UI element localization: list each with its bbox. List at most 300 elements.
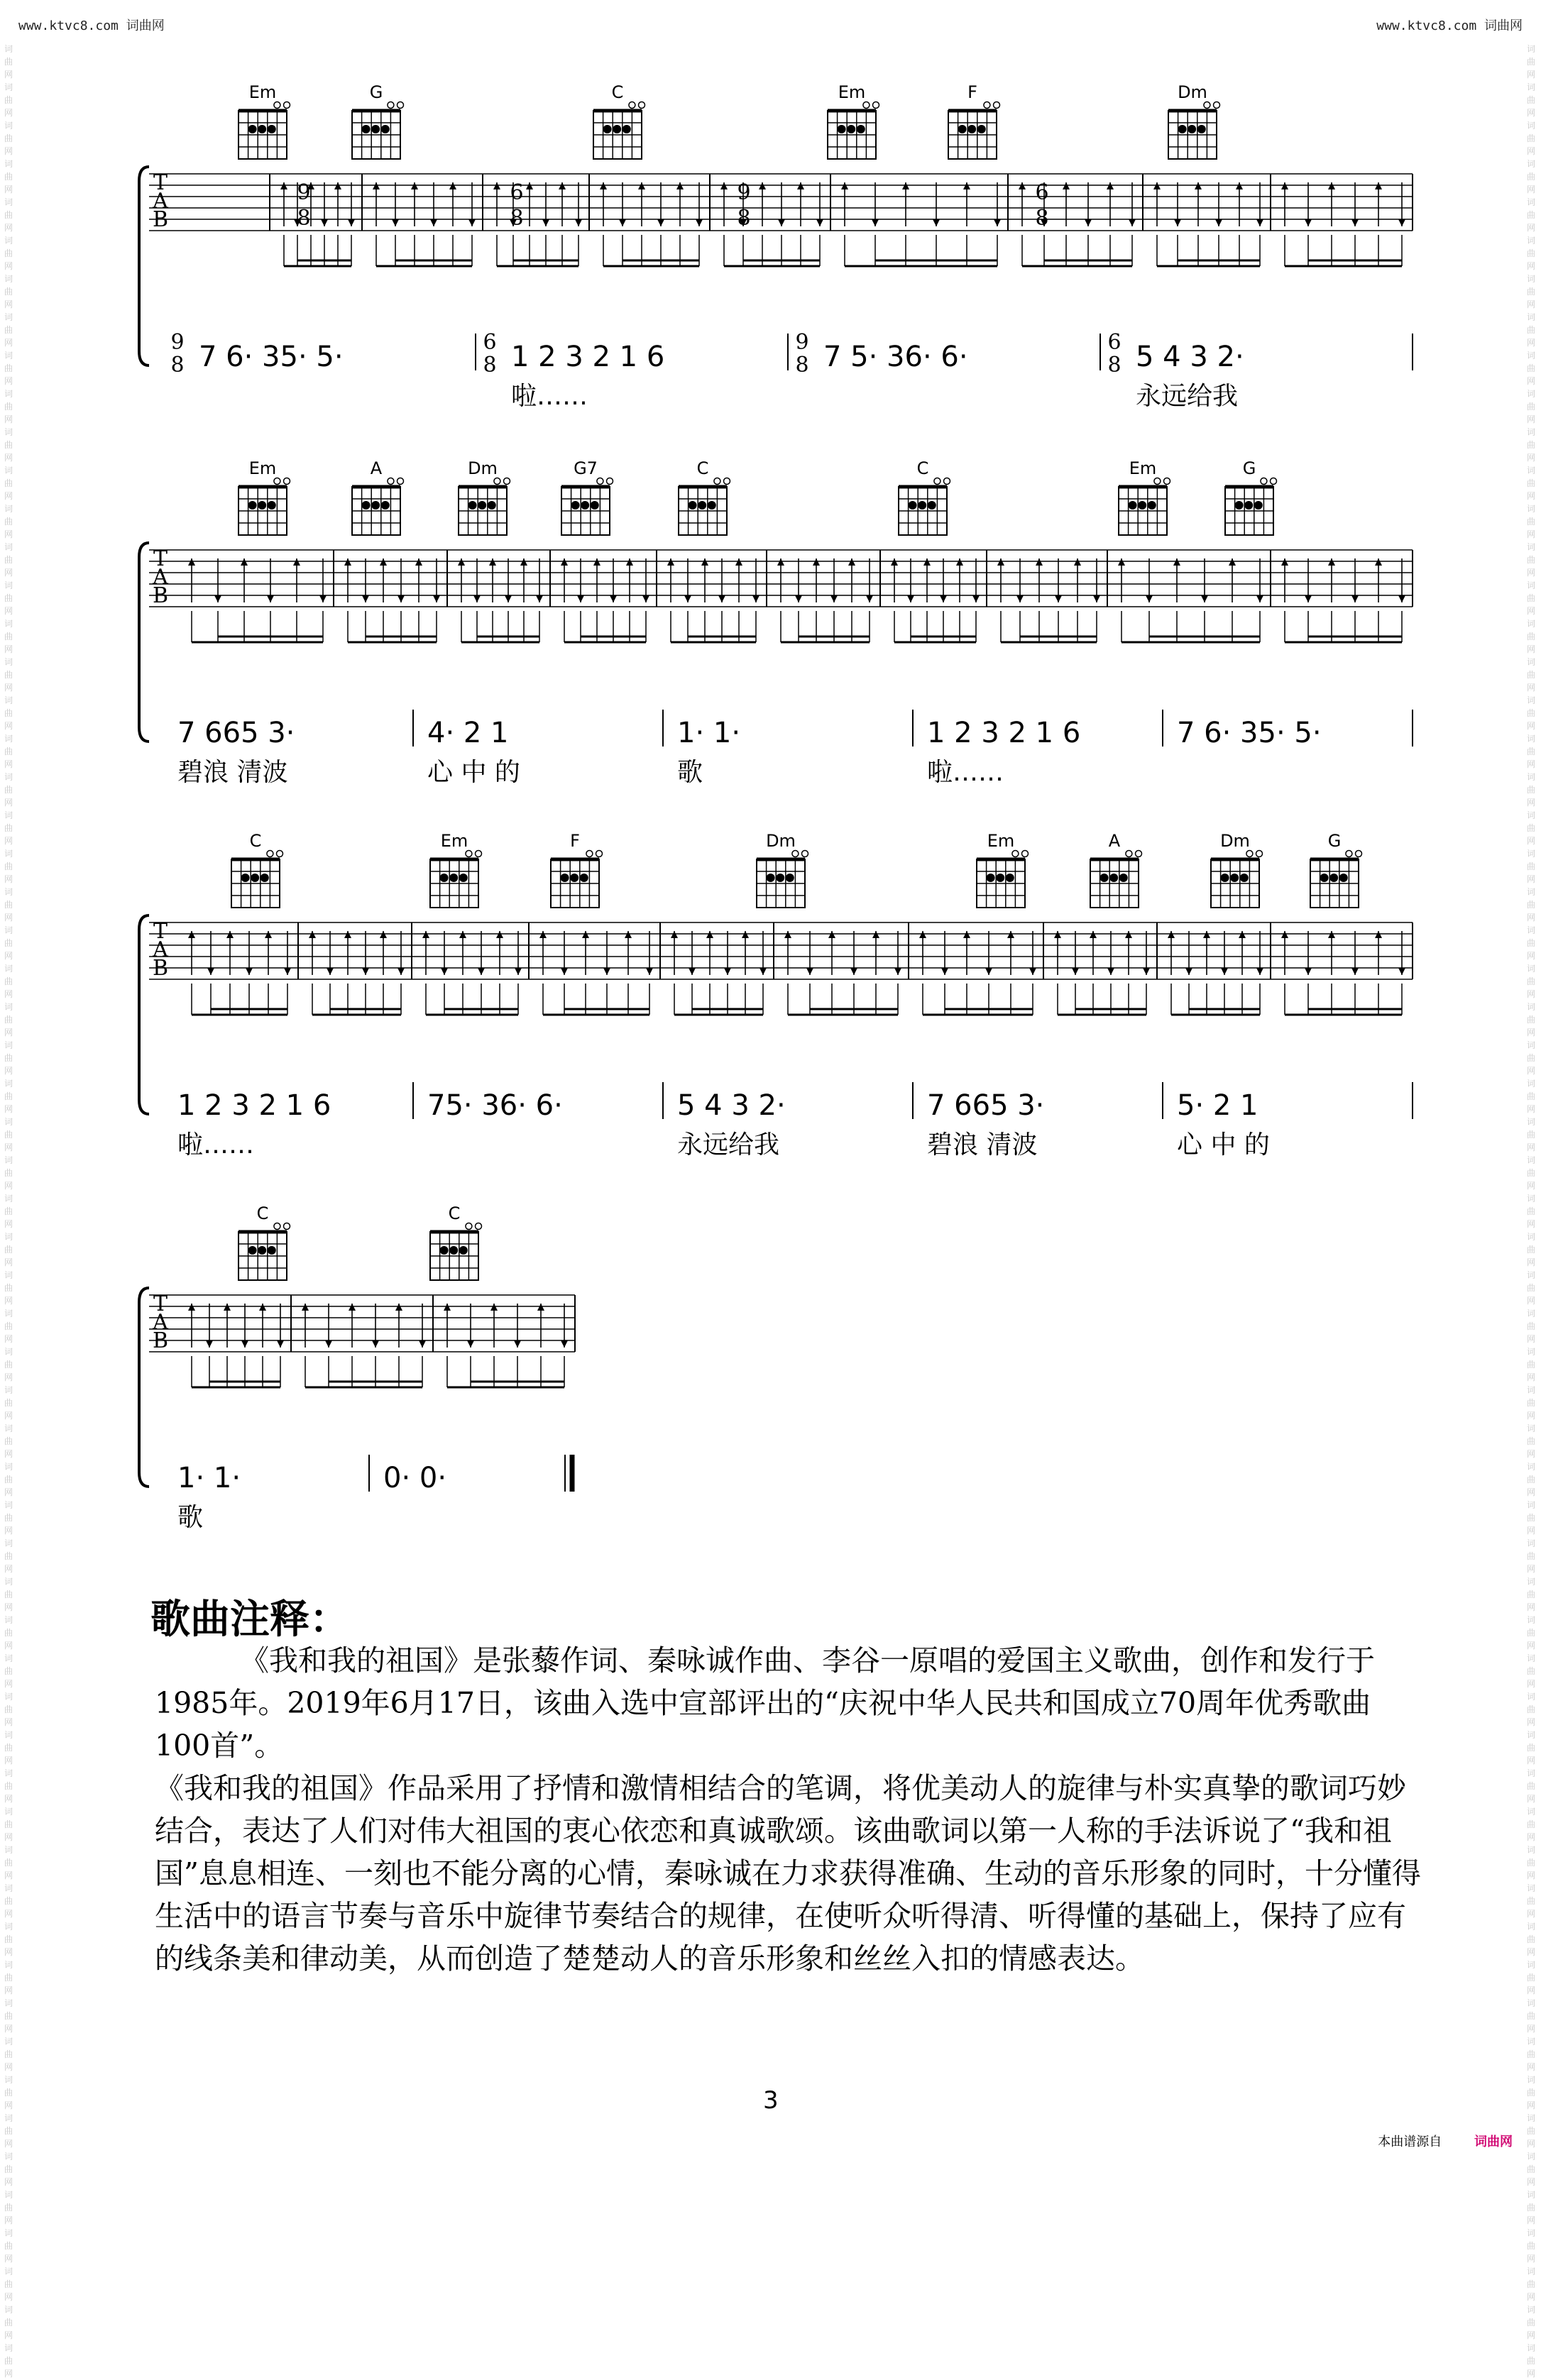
- finger-dot: [258, 125, 266, 133]
- open-string: [1246, 851, 1253, 857]
- strum-down-arrow: [277, 1340, 284, 1348]
- tab-time-sig-top: 6: [510, 180, 524, 205]
- open-string: [274, 478, 280, 485]
- finger-dot: [1188, 125, 1196, 133]
- open-string: [274, 1223, 280, 1230]
- strum-up-arrow: [676, 182, 684, 189]
- chord-diagram: [1310, 831, 1362, 908]
- chord-diagram: [551, 831, 603, 908]
- open-string: [873, 102, 879, 109]
- strum-down-arrow: [994, 219, 1001, 226]
- strum-down-arrow: [468, 219, 476, 226]
- strum-down-arrow: [1256, 968, 1263, 975]
- lyric-text: 歌: [677, 758, 703, 787]
- chord-name: Em: [838, 82, 866, 102]
- finger-dot: [967, 125, 976, 133]
- strum-up-arrow: [344, 558, 351, 566]
- tab-letter: B: [152, 583, 169, 608]
- chord-diagram: [948, 82, 1000, 159]
- strum-up-arrow: [701, 558, 708, 566]
- strum-up-arrow: [293, 558, 300, 566]
- jianpu-notes: 7 665 3·: [927, 1089, 1045, 1122]
- strum-up-arrow: [489, 558, 496, 566]
- strum-down-arrow: [1055, 595, 1062, 602]
- strum-down-arrow: [724, 968, 731, 975]
- chord-name: G: [1327, 831, 1342, 851]
- finger-dot: [449, 1246, 458, 1255]
- chord-diagram: [231, 831, 283, 908]
- open-string: [494, 478, 500, 485]
- tab-letter: T: [153, 546, 168, 571]
- chord-name: C: [916, 458, 929, 478]
- chord-name: G: [1242, 458, 1256, 478]
- open-string: [267, 851, 273, 857]
- strum-up-arrow: [1375, 558, 1382, 566]
- score-system-3: [135, 827, 1413, 1163]
- strum-down-arrow: [362, 595, 369, 602]
- jianpu-notes: 7 5· 36· 6·: [823, 341, 968, 373]
- open-string: [504, 478, 510, 485]
- strum-up-arrow: [280, 182, 287, 189]
- strum-down-arrow: [1398, 595, 1405, 602]
- finger-dot: [786, 874, 794, 882]
- strum-up-arrow: [302, 1304, 309, 1311]
- finger-dot: [1148, 501, 1156, 509]
- strum-up-arrow: [265, 931, 272, 938]
- jianpu-notes: 5 4 3 2·: [1136, 341, 1244, 373]
- strum-down-arrow: [241, 1340, 248, 1348]
- lyric-text: 歌: [177, 1503, 204, 1532]
- watermark-left: 词曲网词曲网词曲网词曲网词曲网词曲网词曲网词曲网词曲网词曲网词曲网词曲网词曲网词曲网词曲网词曲网词曲网词曲网词曲网词曲网词曲网词曲网词曲网词曲网词曲网词曲网词曲网词曲网词曲网词曲网词曲网词曲网词曲网词曲网词曲网词曲网词曲网词曲网词曲网词曲网词曲网词曲网词曲网词曲网词曲网词曲网词曲网词曲网词曲网词曲网词曲网词曲网词曲网词曲网词曲网词曲网词曲网词曲网词曲网词曲网词曲网: [4, 44, 13, 2379]
- strum-up-arrow: [638, 182, 645, 189]
- strum-up-arrow: [1054, 931, 1061, 938]
- finger-dot: [261, 874, 269, 882]
- strum-down-arrow: [778, 219, 785, 226]
- strum-up-arrow: [490, 1304, 498, 1311]
- strum-up-arrow: [188, 1304, 195, 1311]
- strum-up-arrow: [593, 558, 601, 566]
- strum-up-arrow: [373, 182, 380, 189]
- chord-name: Em: [248, 458, 277, 478]
- strum-up-arrow: [1036, 558, 1043, 566]
- strum-up-arrow: [226, 931, 234, 938]
- finger-dot: [362, 125, 371, 133]
- notes-paragraph-1: 《我和我的祖国》是张藜作词、秦咏诚作曲、李谷一原唱的爱国主义歌曲，创作和发行于1985年。2019年6月17日，该曲入选中宣部评出的“庆祝中华人民共和国成立70周年优秀歌曲100首”。: [155, 1643, 1375, 1763]
- strum-up-arrow: [259, 1304, 266, 1311]
- open-string: [1204, 102, 1210, 109]
- finger-dot: [561, 874, 569, 882]
- open-string: [984, 102, 990, 109]
- tab-time-sig-bottom: 8: [1035, 206, 1049, 231]
- tab-time-sig-top: 6: [1035, 180, 1049, 205]
- open-string: [397, 102, 404, 109]
- finger-dot: [449, 874, 458, 882]
- strum-up-arrow: [813, 558, 820, 566]
- chord-diagram: [238, 82, 290, 159]
- chord-name: Dm: [766, 831, 796, 851]
- strum-up-arrow: [1168, 931, 1175, 938]
- strum-down-arrow: [348, 219, 355, 226]
- jianpu-time-sig-bottom: 8: [170, 353, 185, 378]
- jianpu-notes: 7 6· 35· 5·: [199, 341, 344, 373]
- finger-dot: [613, 125, 621, 133]
- strum-down-arrow: [1398, 968, 1405, 975]
- footer-source: 本曲谱源自: [1378, 2134, 1442, 2149]
- strum-down-arrow: [441, 968, 448, 975]
- strum-up-arrow: [380, 931, 387, 938]
- strum-up-arrow: [1203, 931, 1210, 938]
- chord-name: G: [369, 82, 383, 102]
- open-string: [586, 851, 593, 857]
- open-string: [724, 478, 730, 485]
- tab-staff: [139, 915, 1413, 1114]
- strum-up-arrow: [626, 558, 633, 566]
- chord-name: C: [696, 458, 709, 478]
- finger-dot: [847, 125, 855, 133]
- finger-dot: [241, 874, 250, 882]
- strum-up-arrow: [380, 558, 387, 566]
- finger-dot: [996, 874, 1004, 882]
- strum-up-arrow: [1173, 558, 1180, 566]
- score-system-1: [135, 78, 1413, 414]
- strum-down-arrow: [1146, 595, 1153, 602]
- strum-down-arrow: [795, 595, 802, 602]
- open-string: [388, 478, 394, 485]
- jianpu-notes: 5· 2 1: [1177, 1089, 1258, 1122]
- finger-dot: [362, 501, 371, 509]
- strum-up-arrow: [600, 182, 607, 189]
- strum-up-arrow: [395, 1304, 402, 1311]
- strum-up-arrow: [1328, 558, 1335, 566]
- strum-up-arrow: [1375, 931, 1382, 938]
- score-system-1-svg: [135, 78, 1413, 412]
- open-string: [1256, 851, 1263, 857]
- tab-letter: A: [153, 1310, 168, 1335]
- finger-dot: [268, 125, 276, 133]
- tab-staff: [139, 1288, 575, 1487]
- finger-dot: [251, 874, 259, 882]
- finger-dot: [1244, 501, 1253, 509]
- header-right-url: www.ktvc8.com 词曲网: [1376, 18, 1523, 33]
- strum-down-arrow: [1143, 968, 1150, 975]
- jianpu-notes: 5 4 3 2·: [677, 1089, 786, 1122]
- finger-dot: [1178, 125, 1187, 133]
- tab-time-sig-bottom: 8: [297, 206, 311, 231]
- chord-diagram: [1168, 82, 1220, 159]
- strum-up-arrow: [828, 931, 835, 938]
- lyric-text: 永远给我: [677, 1130, 780, 1159]
- strum-down-arrow: [752, 595, 759, 602]
- finger-dot: [698, 501, 706, 509]
- chord-diagram: [459, 458, 510, 535]
- finger-dot: [268, 1246, 276, 1255]
- finger-dot: [1221, 874, 1229, 882]
- jianpu-notes: 1 2 3 2 1 6: [177, 1089, 331, 1122]
- strum-down-arrow: [1029, 968, 1036, 975]
- open-string: [476, 1223, 482, 1230]
- strum-down-arrow: [1256, 219, 1263, 226]
- finger-dot: [1339, 874, 1348, 882]
- strum-down-arrow: [467, 1340, 474, 1348]
- jianpu-time-sig-top: 6: [1107, 330, 1122, 355]
- strum-down-arrow: [610, 595, 617, 602]
- strum-down-arrow: [321, 219, 328, 226]
- finger-dot: [371, 125, 380, 133]
- jianpu-time-sig-top: 9: [795, 330, 809, 355]
- chord-diagram: [828, 82, 879, 159]
- finger-dot: [459, 874, 468, 882]
- chord-diagram: [352, 458, 404, 535]
- open-string: [274, 102, 280, 109]
- strum-down-arrow: [207, 968, 214, 975]
- strum-down-arrow: [619, 219, 626, 226]
- strum-up-arrow: [1195, 182, 1202, 189]
- strum-down-arrow: [246, 968, 253, 975]
- strum-up-arrow: [963, 931, 970, 938]
- open-string: [284, 102, 290, 109]
- finger-dot: [623, 125, 631, 133]
- strum-down-arrow: [806, 968, 813, 975]
- strum-up-arrow: [224, 1304, 231, 1311]
- strum-down-arrow: [419, 1340, 426, 1348]
- chord-name: C: [249, 831, 262, 851]
- strum-up-arrow: [1281, 182, 1288, 189]
- jianpu-time-sig-top: 6: [483, 330, 497, 355]
- strum-up-arrow: [872, 931, 879, 938]
- open-string: [277, 851, 283, 857]
- finger-dot: [440, 874, 449, 882]
- open-string: [1022, 851, 1029, 857]
- chord-name: C: [256, 1203, 269, 1223]
- strum-up-arrow: [539, 931, 547, 938]
- strum-down-arrow: [478, 968, 485, 975]
- jianpu-time-sig-bottom: 8: [1107, 353, 1122, 378]
- strum-down-arrow: [362, 968, 369, 975]
- strum-up-arrow: [496, 931, 503, 938]
- tab-staff: [139, 543, 1413, 742]
- strum-down-arrow: [759, 968, 767, 975]
- strum-down-arrow: [392, 219, 399, 226]
- strum-down-arrow: [1256, 595, 1263, 602]
- chord-diagram: [352, 82, 404, 159]
- strum-down-arrow: [214, 595, 221, 602]
- strum-down-arrow: [575, 219, 582, 226]
- tab-letter: A: [153, 937, 168, 962]
- chord-name: A: [1108, 831, 1121, 851]
- finger-dot: [1100, 874, 1109, 882]
- chord-name: C: [448, 1203, 461, 1223]
- strum-up-arrow: [1019, 182, 1026, 189]
- score-system-3-svg: [135, 827, 1413, 1160]
- strum-down-arrow: [1085, 219, 1092, 226]
- lyric-text: 啦……: [511, 382, 588, 411]
- strum-up-arrow: [1007, 931, 1014, 938]
- strum-up-arrow: [344, 931, 351, 938]
- finger-dot: [381, 501, 390, 509]
- finger-dot: [1254, 501, 1263, 509]
- strum-down-arrow: [397, 968, 405, 975]
- strum-up-arrow: [742, 931, 749, 938]
- system-bracket: [139, 543, 149, 742]
- chord-diagrams: [238, 458, 1277, 535]
- open-string: [863, 102, 870, 109]
- tab-letter: A: [153, 565, 168, 590]
- strum-up-arrow: [919, 931, 926, 938]
- strum-up-arrow: [956, 558, 963, 566]
- chord-diagram: [899, 458, 950, 535]
- strum-up-arrow: [561, 558, 568, 566]
- open-string: [1271, 478, 1277, 485]
- strum-up-arrow: [422, 931, 429, 938]
- jianpu-line: [177, 1082, 1413, 1159]
- strum-down-arrow: [657, 219, 664, 226]
- strum-up-arrow: [1153, 182, 1161, 189]
- finger-dot: [1138, 501, 1146, 509]
- strum-down-arrow: [1305, 219, 1312, 226]
- open-string: [284, 478, 290, 485]
- finger-dot: [468, 501, 477, 509]
- open-string: [607, 478, 613, 485]
- strum-down-arrow: [696, 219, 703, 226]
- strum-down-arrow: [972, 595, 980, 602]
- jianpu-time-sig-top: 9: [170, 330, 185, 355]
- strum-up-arrow: [493, 182, 500, 189]
- chord-diagram: [561, 458, 613, 535]
- open-string: [1126, 851, 1132, 857]
- open-string: [597, 478, 603, 485]
- finger-dot: [248, 125, 257, 133]
- open-string: [1164, 478, 1170, 485]
- open-string: [284, 1223, 290, 1230]
- open-string: [994, 102, 1000, 109]
- chord-diagram: [679, 458, 730, 535]
- strum-down-arrow: [327, 968, 334, 975]
- finger-dot: [987, 874, 995, 882]
- finger-dot: [258, 501, 266, 509]
- strum-up-arrow: [1125, 931, 1132, 938]
- score-system-2-svg: [135, 454, 1413, 788]
- finger-dot: [459, 1246, 468, 1255]
- lyric-text: 心 中 的: [1177, 1130, 1270, 1159]
- strum-up-arrow: [449, 182, 456, 189]
- strum-up-arrow: [188, 558, 195, 566]
- tab-time-sig-bottom: 8: [510, 206, 524, 231]
- strum-down-arrow: [866, 595, 873, 602]
- open-string: [1356, 851, 1362, 857]
- chord-name: Em: [987, 831, 1015, 851]
- finger-dot: [708, 501, 716, 509]
- finger-dot: [268, 501, 276, 509]
- strum-down-arrow: [1305, 968, 1312, 975]
- open-string: [944, 478, 950, 485]
- strum-up-arrow: [1328, 931, 1335, 938]
- jianpu-notes: 1· 1·: [177, 1462, 241, 1494]
- strum-down-arrow: [397, 595, 405, 602]
- finger-dot: [591, 501, 599, 509]
- finger-dot: [248, 1246, 257, 1255]
- strum-up-arrow: [1229, 558, 1236, 566]
- strum-down-arrow: [1305, 595, 1312, 602]
- finger-dot: [603, 125, 612, 133]
- strum-down-arrow: [514, 1340, 521, 1348]
- finger-dot: [248, 501, 257, 509]
- finger-dot: [838, 125, 846, 133]
- strum-down-arrow: [433, 595, 440, 602]
- lyric-text: 碧浪 清波: [927, 1130, 1038, 1159]
- strum-up-arrow: [582, 931, 589, 938]
- strum-down-arrow: [1221, 968, 1228, 975]
- jianpu-notes: 0· 0·: [383, 1462, 447, 1494]
- chord-diagram: [238, 1203, 290, 1280]
- jianpu-line: [177, 710, 1413, 787]
- strum-up-arrow: [777, 558, 784, 566]
- finger-dot: [1320, 874, 1329, 882]
- lyric-text: 永远给我: [1136, 382, 1239, 411]
- finger-dot: [478, 501, 486, 509]
- strum-down-arrow: [542, 219, 549, 226]
- chord-diagram: [757, 831, 808, 908]
- system-bracket: [139, 1288, 149, 1487]
- score-system-2: [135, 454, 1413, 790]
- chord-name: G7: [574, 458, 598, 478]
- chord-diagram: [593, 82, 645, 159]
- strum-down-arrow: [473, 595, 481, 602]
- chord-name: F: [570, 831, 580, 851]
- strum-down-arrow: [985, 968, 992, 975]
- open-string: [466, 851, 472, 857]
- tab-letter: T: [153, 1291, 168, 1316]
- jianpu-time-sig-bottom: 8: [483, 353, 497, 378]
- strum-up-arrow: [1281, 558, 1288, 566]
- lyric-text: 心 中 的: [427, 758, 520, 787]
- finger-dot: [909, 501, 917, 509]
- strum-down-arrow: [267, 595, 274, 602]
- strum-down-arrow: [1093, 595, 1100, 602]
- strum-up-arrow: [444, 1304, 451, 1311]
- open-string: [1261, 478, 1267, 485]
- strum-up-arrow: [735, 558, 742, 566]
- notes-paragraph-2: 《我和我的祖国》作品采用了抒情和激情相结合的笔调，将优美动人的旋律与朴实真挚的歌词巧妙结合，表达了人们对伟大祖国的衷心依恋和真诚歌颂。该曲歌词以第一人称的手法诉说了“我和祖国”息息相连、一刻也不能分离的心情，秦咏诚在力求获得准确、生动的音乐形象的同时，十分懂得生活中的语言节奏与音乐中旋律节奏结合的规律，在使听众听得清、听得懂的基础上，保持了应有的线条美和律动美，从而创造了楚楚动人的音乐形象和丝丝入扣的情感表达。: [155, 1771, 1421, 1976]
- strum-down-arrow: [1016, 595, 1024, 602]
- chord-diagrams: [238, 82, 1220, 159]
- strum-down-arrow: [1174, 219, 1181, 226]
- strum-up-arrow: [963, 182, 970, 189]
- strum-down-arrow: [830, 595, 838, 602]
- strum-up-arrow: [309, 931, 316, 938]
- footer: [1378, 2132, 1513, 2150]
- strum-down-arrow: [1398, 219, 1405, 226]
- strum-up-arrow: [1375, 182, 1382, 189]
- strum-down-arrow: [1129, 219, 1136, 226]
- strum-up-arrow: [1281, 931, 1288, 938]
- chord-diagram: [238, 458, 290, 535]
- jianpu-notes: 1 2 3 2 1 6: [927, 717, 1081, 749]
- chord-name: A: [370, 458, 383, 478]
- jianpu-notes: 1· 1·: [677, 717, 741, 749]
- score-system-4-svg: [135, 1199, 632, 1533]
- chord-diagram: [430, 831, 482, 908]
- finger-dot: [1119, 874, 1128, 882]
- strum-up-arrow: [334, 182, 341, 189]
- strum-up-arrow: [997, 558, 1004, 566]
- chord-name: Em: [248, 82, 277, 102]
- strum-down-arrow: [561, 1340, 568, 1348]
- open-string: [792, 851, 799, 857]
- strum-down-arrow: [684, 595, 691, 602]
- finger-dot: [571, 501, 580, 509]
- open-string: [714, 478, 720, 485]
- strum-up-arrow: [1063, 182, 1070, 189]
